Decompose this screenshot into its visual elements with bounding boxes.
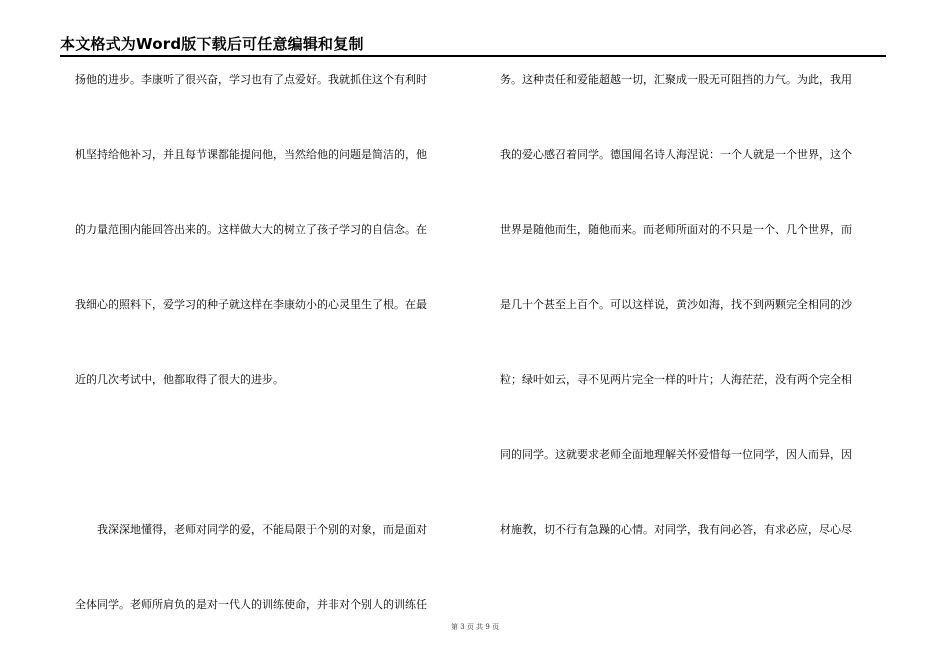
text-line: 是几十个甚至上百个。可以这样说，黄沙如海，找不到两颗完全相同的沙 [500,298,852,311]
text-line: 我细心的照料下，爱学习的种子就这样在李康幼小的心灵里生了根。在最 [75,298,427,311]
paragraph-start-line: 我深深地懂得，老师对同学的爱，不能局限于个别的对象，而是面对 [97,523,427,536]
text-line: 近的几次考试中，他都取得了很大的进步。 [75,373,284,386]
text-line: 机坚持给他补习，并且每节课都能提问他，当然给他的问题是简洁的，他 [75,148,427,161]
blank-line [75,447,465,522]
text-line: 同的同学。这就要求老师全面地理解关怀爱惜每一位同学，因人而异，因 [500,448,852,461]
text-line: 世界是随他而生，随他而来。而老师所面对的不只是一个、几个世界，而 [500,223,852,236]
text-line: 的力量范围内能回答出来的。这样做大大的树立了孩子学习的自信念。在 [75,223,427,236]
text-line: 材施教，切不行有急躁的心情。对同学，我有问必答，有求必应，尽心尽 [500,523,852,536]
document-header-title: 本文格式为Word版下载后可任意编辑和复制 [60,35,364,53]
text-line: 全体同学。老师所肩负的是对一代人的训练使命，并非对个别人的训练任 [75,598,427,611]
text-line: 扬他的进步。李康听了很兴奋，学习也有了点爱好。我就抓住这个有利时 [75,73,427,86]
text-line: 务。这种责任和爱能超越一切，汇聚成一股无可阻挡的力气。为此，我用 [500,73,852,86]
text-line: 我的爱心感召着同学。德国闻名诗人海涅说：一个人就是一个世界，这个 [500,148,852,161]
text-line: 粒；绿叶如云，寻不见两片完全一样的叶片；人海茫茫，没有两个完全相 [500,373,852,386]
left-column [75,72,465,672]
header-divider [60,55,886,57]
page-number: 第 3 页 共 9 页 [450,623,500,631]
right-column [500,72,890,597]
